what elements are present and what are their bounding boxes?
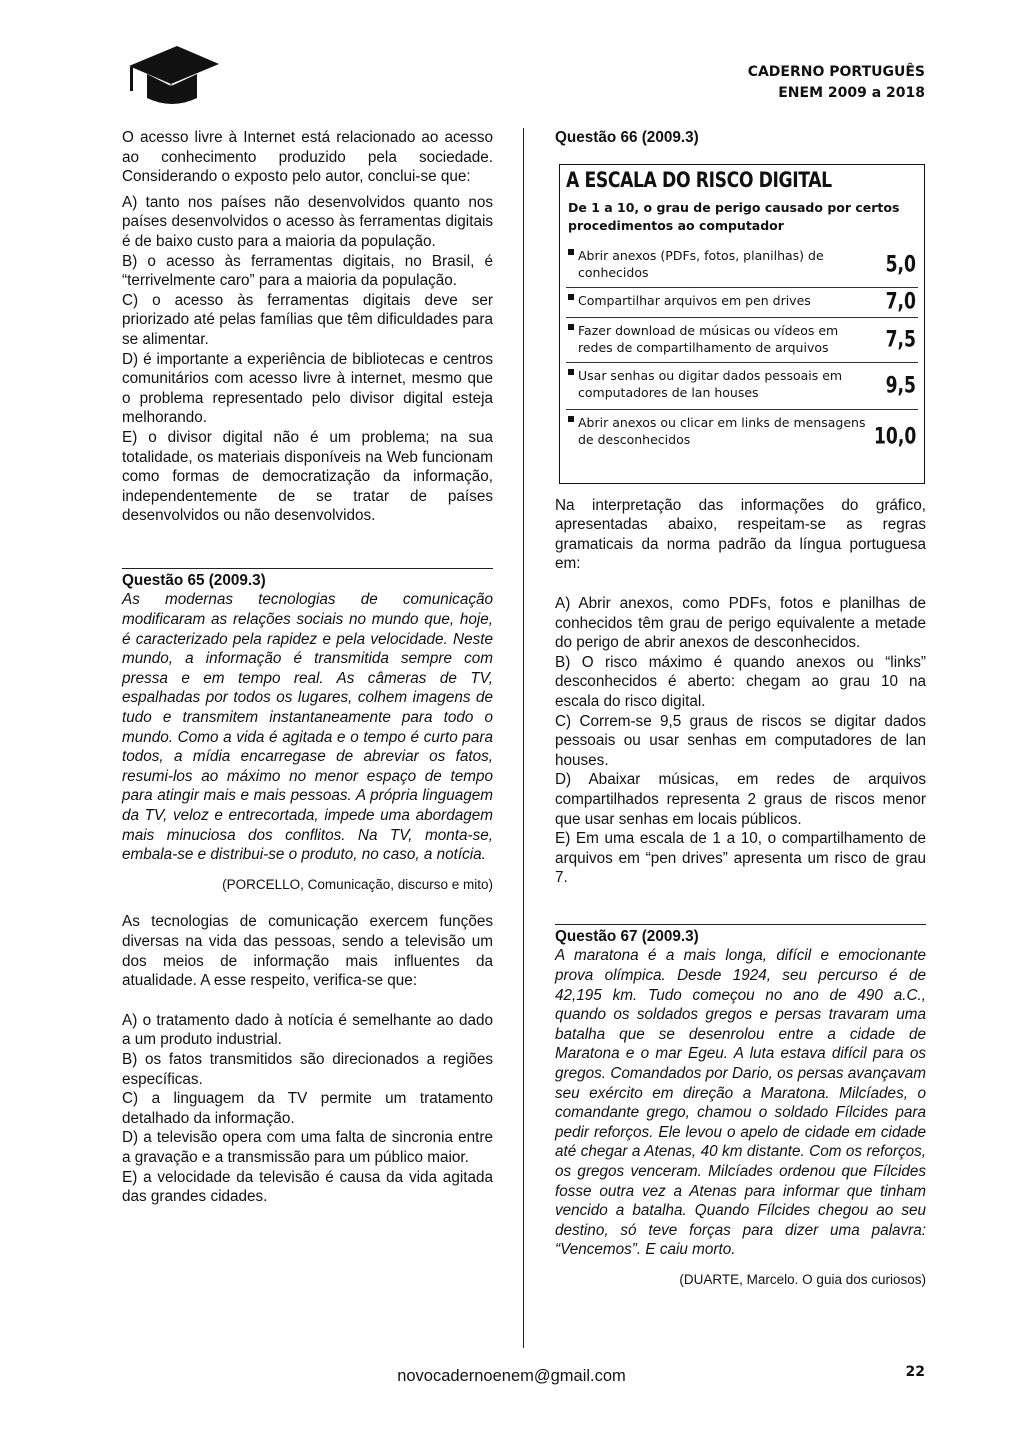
option-c: C) a linguagem da TV permite um tratamento detalhado da informação. — [122, 1090, 493, 1127]
header-subtitle: ENEM 2009 a 2018 — [778, 85, 925, 101]
option-a: A) o tratamento dado à notícia é semelhante ao dado a um produto industrial. — [122, 1011, 493, 1049]
left-column — [122, 128, 493, 1207]
option-c: C) Correm-se 9,5 graus de riscos se digitar dados pessoais ou usar senhas em computadores de lan houses. — [555, 712, 926, 769]
row-value: 7,5 — [885, 327, 916, 353]
q64-options — [122, 193, 493, 526]
option-c: C) o acesso às ferramentas digitais deve ser priorizado até pelas famílias que têm dificuldades para se alimentar. — [122, 291, 493, 348]
right-column — [555, 128, 926, 1290]
figure-row — [566, 410, 918, 464]
question-title: Questão 65 (2009.3) — [122, 571, 266, 589]
option-b: B) O risco máximo é quando anexos ou “links” desconhecidos é aberto: chegam ao grau 10 na escala do risco digital. — [555, 653, 926, 710]
figure-row — [566, 318, 918, 363]
row-label: Abrir anexos ou clicar em links de mensagens de desconhecidos — [578, 414, 866, 447]
figure-title: A ESCALA DO RISCO DIGITAL — [566, 167, 832, 192]
figure-row — [566, 243, 918, 288]
row-value: 5,0 — [885, 252, 916, 278]
option-d: D) é importante a experiência de bibliotecas e centros comunitários com acesso livre à internet, mesmo que o problema representado pelo divisor digital esteja melhorando. — [122, 350, 493, 427]
option-d: D) Abaixar músicas, em redes de arquivos compartilhados representa 2 graus de riscos menor que usar senhas em locais públicos. — [555, 771, 926, 828]
passage-source: (DUARTE, Marcelo. O guia dos curiosos) — [679, 1271, 926, 1287]
figure-row — [566, 288, 918, 318]
question-67 — [555, 924, 926, 1290]
bullet-icon — [568, 369, 574, 375]
header-title: CADERNO PORTUGUÊS — [747, 64, 925, 80]
option-d: D) a televisão opera com uma falta de sincronia entre a gravação e a transmissão para um público maior. — [122, 1129, 493, 1166]
question-65 — [122, 568, 493, 1207]
question-text: As tecnologias de comunicação exercem funções diversas na vida das pessoas, sendo a televisão um dos meios de informação mais influentes da atualidade. A esse respeito, verifica-se que: — [122, 913, 493, 990]
option-e: E) a velocidade da televisão é causa da vida agitada das grandes cidades. — [122, 1168, 493, 1206]
question-title: Questão 66 (2009.3) — [555, 129, 699, 146]
bullet-icon — [568, 416, 574, 422]
question-text: Na interpretação das informações do gráfico, apresentadas abaixo, respeitam-se as regras gramaticais da norma padrão da língua portuguesa em: — [555, 496, 926, 573]
graduation-cap-logo-icon — [125, 40, 220, 108]
figure-rows — [566, 243, 918, 464]
q64-intro: O acesso livre à Internet está relacionado ao acesso ao conhecimento produzido pela sociedade. Considerando o exposto pelo autor, conclui-se que: — [122, 129, 493, 186]
option-b: B) os fatos transmitidos são direcionados a regiões específicas. — [122, 1050, 493, 1088]
passage-source: (PORCELLO, Comunicação, discurso e mito) — [222, 876, 493, 892]
row-label: Usar senhas ou digitar dados pessoais em computadores de lan houses — [578, 367, 843, 400]
bullet-icon — [568, 249, 574, 255]
row-value: 9,5 — [885, 373, 916, 399]
page-number: 22 — [905, 1364, 925, 1380]
row-value: 10,0 — [873, 424, 916, 450]
row-value: 7,0 — [885, 289, 916, 315]
bullet-icon — [568, 324, 574, 330]
page-header — [748, 62, 925, 104]
column-divider — [523, 128, 524, 1348]
passage-text: As modernas tecnologias de comunicação modificaram as relações sociais no mundo que, hoje, é caracterizado pela rapidez e pela velocidade. Neste mundo, a informação é transmitida sempre com pressa e em tempo real. As câmeras de TV, espalhadas por todos os lugares, colhem imagens de tudo e transmitem instantaneamente para todo o mundo. Como a vida é agitada e o tempo é curto para todos, a mídia encarregase de abreviar os fatos, resumi-los ao máximo no menor espaço de tempo para atingir mais e mais pessoas. A própria linguagem da TV, veloz e entrecortada, impede uma abordagem mais minuciosa dos conflitos. Na TV, monta-se, embala-se e distribui-se o produto, no caso, a notícia. — [122, 591, 493, 864]
row-label: Abrir anexos (PDFs, fotos, planilhas) de conhecidos — [578, 247, 824, 280]
passage-text: A maratona é a mais longa, difícil e emocionante prova olímpica. Desde 1924, seu percurso é de 42,195 km. Tudo começou no ano de 490 a.C., quando os soldados gregos e persas travaram uma batalha que se desenrolou entre a cidade de Maratona e o mar Egeu. A luta estava difícil para os gregos. Comandados por Dario, os persas avançavam seu exército em direção a Maratona. Milcíades, o comandante grego, chamou o soldado Fílcides para pedir reforços. Ele levou o apelo de cidade em cidade até chegar a Atenas, 40 km distante. Com os reforços, os gregos venceram. Milcíades ordenou que Fílcides fosse outra vez a Atenas para informar que tinham vencido a batalha. Quando Fílcides chegou ao seu destino, só teve forças para dizer uma palavra: “Vencemos”. E caiu morto. — [555, 947, 926, 1259]
option-e: E) Em uma escala de 1 a 10, o compartilhamento de arquivos em “pen drives” apresenta um risco de grau 7. — [555, 830, 926, 887]
risk-scale-figure — [559, 164, 925, 484]
figure-row — [566, 363, 918, 410]
figure-subtitle: De 1 a 10, o grau de perigo causado por certos procedimentos ao computador — [568, 199, 900, 233]
option-b: B) o acesso às ferramentas digitais, no Brasil, é “terrivelmente caro” para a maioria da população. — [122, 252, 493, 290]
footer-email: novocadernoenem@gmail.com — [397, 1367, 626, 1385]
row-label: Compartilhar arquivos em pen drives — [578, 292, 811, 308]
option-a: A) tanto nos países não desenvolvidos quanto nos países desenvolvidos o acesso às ferramentas digitais é de baixo custo para a maioria da população. — [122, 193, 493, 250]
option-e: E) o divisor digital não é um problema; na sua totalidade, os materiais disponíveis na Web funcionam como formas de democratização da informação, independentemente de se tratar de países desenvolvidos ou não desenvolvidos. — [122, 428, 493, 525]
bullet-icon — [568, 294, 574, 300]
question-title: Questão 67 (2009.3) — [555, 927, 699, 945]
row-label: Fazer download de músicas ou vídeos em redes de compartilhamento de arquivos — [578, 322, 839, 355]
option-a: A) Abrir anexos, como PDFs, fotos e planilhas de conhecidos têm grau de perigo equivalente a metade do perigo de abrir anexos de desconhecidos. — [555, 594, 926, 652]
